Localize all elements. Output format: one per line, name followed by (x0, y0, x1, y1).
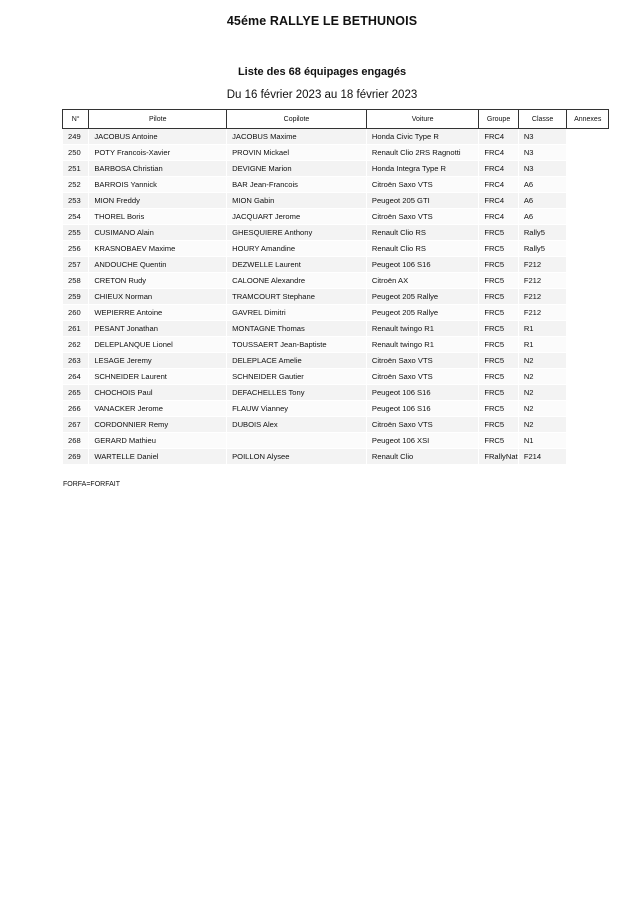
cell-annexes (567, 369, 609, 385)
cell-groupe: FRC5 (479, 417, 519, 433)
cell-annexes (567, 353, 609, 369)
cell-pilote: MION Freddy (89, 193, 227, 209)
cell-number: 259 (63, 289, 89, 305)
table-row (63, 193, 609, 209)
table-row (63, 369, 609, 385)
cell-copilote: MION Gabin (227, 193, 367, 209)
cell-annexes (567, 401, 609, 417)
cell-number: 256 (63, 241, 89, 257)
cell-classe: N2 (518, 385, 567, 401)
cell-classe: N2 (518, 353, 567, 369)
cell-annexes (567, 209, 609, 225)
cell-copilote: DEZWELLE Laurent (227, 257, 367, 273)
table-row (63, 305, 609, 321)
header-groupe: Groupe (479, 110, 519, 129)
cell-groupe: FRC5 (479, 433, 519, 449)
table-row (63, 241, 609, 257)
cell-pilote: WARTELLE Daniel (89, 449, 227, 465)
document-subtitle: Liste des 68 équipages engagés (237, 66, 407, 78)
cell-annexes (567, 273, 609, 289)
cell-annexes (567, 433, 609, 449)
header-copilote: Copilote (227, 110, 367, 129)
cell-classe: A6 (518, 209, 567, 225)
cell-voiture: Renault twingo R1 (366, 321, 478, 337)
cell-number: 261 (63, 321, 89, 337)
cell-copilote: JACOBUS Maxime (227, 129, 367, 145)
cell-groupe: FRC4 (479, 209, 519, 225)
cell-groupe: FRC5 (479, 401, 519, 417)
table-row (63, 353, 609, 369)
cell-voiture: Peugeot 205 Rallye (366, 289, 478, 305)
cell-groupe: FRC4 (479, 177, 519, 193)
cell-classe: N3 (518, 161, 567, 177)
cell-annexes (567, 241, 609, 257)
cell-copilote: MONTAGNE Thomas (227, 321, 367, 337)
cell-number: 266 (63, 401, 89, 417)
cell-voiture: Honda Civic Type R (366, 129, 478, 145)
cell-copilote: HOURY Amandine (227, 241, 367, 257)
cell-pilote: WEPIERRE Antoine (89, 305, 227, 321)
cell-annexes (567, 385, 609, 401)
cell-voiture: Citroën Saxo VTS (366, 417, 478, 433)
cell-annexes (567, 177, 609, 193)
cell-groupe: FRC5 (479, 241, 519, 257)
cell-groupe: FRC5 (479, 289, 519, 305)
cell-pilote: BARBOSA Christian (89, 161, 227, 177)
cell-classe: F214 (518, 449, 567, 465)
table-row (63, 289, 609, 305)
cell-pilote: GERARD Mathieu (89, 433, 227, 449)
table-header-row (63, 110, 609, 129)
cell-classe: N2 (518, 401, 567, 417)
cell-voiture: Citroën Saxo VTS (366, 353, 478, 369)
table-row (63, 417, 609, 433)
cell-classe: A6 (518, 193, 567, 209)
cell-pilote: SCHNEIDER Laurent (89, 369, 227, 385)
cell-copilote: POILLON Alysee (227, 449, 367, 465)
cell-classe: F212 (518, 305, 567, 321)
cell-classe: N3 (518, 129, 567, 145)
cell-annexes (567, 337, 609, 353)
cell-voiture: Peugeot 106 S16 (366, 385, 478, 401)
cell-number: 262 (63, 337, 89, 353)
table-row (63, 401, 609, 417)
cell-number: 269 (63, 449, 89, 465)
cell-groupe: FRC4 (479, 161, 519, 177)
cell-annexes (567, 193, 609, 209)
cell-annexes (567, 225, 609, 241)
cell-groupe: FRC4 (479, 145, 519, 161)
cell-classe: Rally5 (518, 225, 567, 241)
cell-groupe: FRC5 (479, 369, 519, 385)
cell-annexes (567, 257, 609, 273)
cell-annexes (567, 289, 609, 305)
table-row (63, 433, 609, 449)
cell-pilote: CORDONNIER Remy (89, 417, 227, 433)
cell-pilote: CRETON Rudy (89, 273, 227, 289)
header-annexes: Annexes (567, 110, 609, 129)
cell-voiture: Citroën AX (366, 273, 478, 289)
cell-pilote: JACOBUS Antoine (89, 129, 227, 145)
cell-number: 265 (63, 385, 89, 401)
cell-classe: R1 (518, 321, 567, 337)
cell-number: 252 (63, 177, 89, 193)
table-row (63, 321, 609, 337)
cell-annexes (567, 161, 609, 177)
header-pilote: Pilote (89, 110, 227, 129)
cell-copilote: FLAUW Vianney (227, 401, 367, 417)
cell-pilote: LESAGE Jeremy (89, 353, 227, 369)
cell-copilote: TRAMCOURT Stephane (227, 289, 367, 305)
cell-copilote: SCHNEIDER Gautier (227, 369, 367, 385)
cell-number: 267 (63, 417, 89, 433)
cell-groupe: FRC5 (479, 273, 519, 289)
cell-voiture: Peugeot 106 XSI (366, 433, 478, 449)
table-row (63, 209, 609, 225)
cell-number: 263 (63, 353, 89, 369)
cell-voiture: Honda Integra Type R (366, 161, 478, 177)
cell-pilote: BARROIS Yannick (89, 177, 227, 193)
cell-copilote: BAR Jean-Francois (227, 177, 367, 193)
table-row (63, 129, 609, 145)
cell-number: 251 (63, 161, 89, 177)
cell-voiture: Renault Clio RS (366, 225, 478, 241)
cell-annexes (567, 321, 609, 337)
cell-number: 264 (63, 369, 89, 385)
cell-annexes (567, 417, 609, 433)
cell-voiture: Citroën Saxo VTS (366, 209, 478, 225)
cell-number: 260 (63, 305, 89, 321)
cell-copilote: DEVIGNE Marion (227, 161, 367, 177)
cell-voiture: Peugeot 106 S16 (366, 401, 478, 417)
cell-pilote: CUSIMANO Alain (89, 225, 227, 241)
cell-copilote: GAVREL Dimitri (227, 305, 367, 321)
cell-voiture: Renault twingo R1 (366, 337, 478, 353)
cell-classe: A6 (518, 177, 567, 193)
cell-annexes (567, 305, 609, 321)
cell-classe: Rally5 (518, 241, 567, 257)
cell-classe: F212 (518, 257, 567, 273)
cell-classe: F212 (518, 273, 567, 289)
cell-pilote: CHOCHOIS Paul (89, 385, 227, 401)
cell-groupe: FRC5 (479, 321, 519, 337)
table-row (63, 161, 609, 177)
cell-number: 253 (63, 193, 89, 209)
cell-groupe: FRC5 (479, 305, 519, 321)
cell-pilote: KRASNOBAEV Maxime (89, 241, 227, 257)
cell-classe: N3 (518, 145, 567, 161)
table-row (63, 273, 609, 289)
cell-classe: R1 (518, 337, 567, 353)
cell-groupe: FRC5 (479, 337, 519, 353)
cell-classe: N2 (518, 369, 567, 385)
cell-voiture: Renault Clio 2RS Ragnotti (366, 145, 478, 161)
cell-groupe: FRC4 (479, 193, 519, 209)
cell-copilote (227, 433, 367, 449)
cell-groupe: FRC5 (479, 385, 519, 401)
cell-number: 254 (63, 209, 89, 225)
header-voiture: Voiture (366, 110, 478, 129)
cell-voiture: Peugeot 205 GTI (366, 193, 478, 209)
table-row (63, 257, 609, 273)
cell-pilote: ANDOUCHE Quentin (89, 257, 227, 273)
cell-number: 258 (63, 273, 89, 289)
event-dates: Du 16 février 2023 au 18 février 2023 (226, 89, 418, 101)
table-row (63, 177, 609, 193)
cell-pilote: THOREL Boris (89, 209, 227, 225)
document-title: 45éme RALLYE LE BETHUNOIS (226, 14, 418, 28)
table-body (63, 129, 609, 465)
cell-pilote: VANACKER Jerome (89, 401, 227, 417)
cell-voiture: Citroën Saxo VTS (366, 177, 478, 193)
cell-copilote: JACQUART Jerome (227, 209, 367, 225)
cell-pilote: PESANT Jonathan (89, 321, 227, 337)
cell-number: 255 (63, 225, 89, 241)
entries-table (62, 109, 609, 464)
cell-number: 268 (63, 433, 89, 449)
header-classe: Classe (518, 110, 567, 129)
cell-voiture: Renault Clio RS (366, 241, 478, 257)
cell-pilote: CHIEUX Norman (89, 289, 227, 305)
table-row (63, 145, 609, 161)
table-row (63, 385, 609, 401)
cell-voiture: Peugeot 106 S16 (366, 257, 478, 273)
cell-voiture: Renault Clio (366, 449, 478, 465)
cell-voiture: Citroën Saxo VTS (366, 369, 478, 385)
cell-annexes (567, 129, 609, 145)
cell-copilote: DELEPLACE Amelie (227, 353, 367, 369)
cell-classe: N2 (518, 417, 567, 433)
cell-classe: F212 (518, 289, 567, 305)
cell-groupe: FRC5 (479, 225, 519, 241)
table-row (63, 225, 609, 241)
cell-pilote: POTY Francois-Xavier (89, 145, 227, 161)
footnote: FORFA=FORFAIT (63, 481, 120, 488)
cell-groupe: FRC5 (479, 353, 519, 369)
cell-pilote: DELEPLANQUE Lionel (89, 337, 227, 353)
cell-copilote: TOUSSAERT Jean-Baptiste (227, 337, 367, 353)
cell-copilote: DUBOIS Alex (227, 417, 367, 433)
cell-groupe: FRC5 (479, 257, 519, 273)
cell-classe: N1 (518, 433, 567, 449)
header-number: N° (63, 110, 89, 129)
cell-groupe: FRC4 (479, 129, 519, 145)
cell-groupe: FRallyNat (479, 449, 519, 465)
cell-copilote: PROVIN Mickael (227, 145, 367, 161)
table-row (63, 337, 609, 353)
table-row (63, 449, 609, 465)
cell-number: 249 (63, 129, 89, 145)
cell-copilote: GHESQUIERE Anthony (227, 225, 367, 241)
cell-copilote: CALOONE Alexandre (227, 273, 367, 289)
cell-annexes (567, 449, 609, 465)
cell-number: 257 (63, 257, 89, 273)
cell-number: 250 (63, 145, 89, 161)
cell-voiture: Peugeot 205 Rallye (366, 305, 478, 321)
cell-copilote: DEFACHELLES Tony (227, 385, 367, 401)
cell-annexes (567, 145, 609, 161)
